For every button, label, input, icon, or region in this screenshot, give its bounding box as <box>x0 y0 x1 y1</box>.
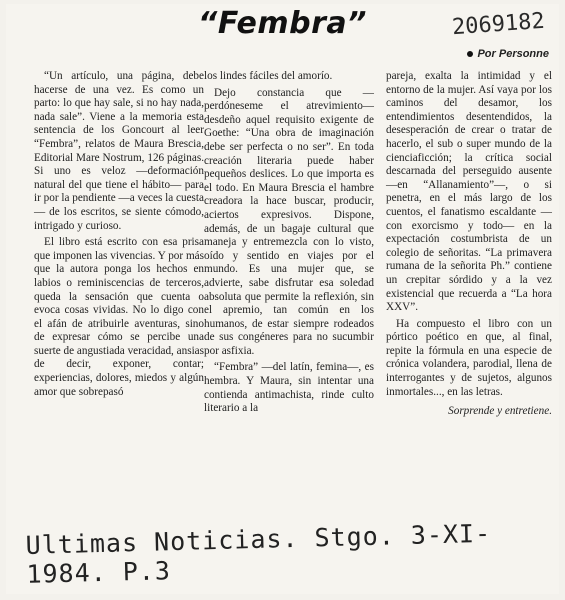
paragraph: Ha compuesto el libro con un pórtico poético en que, al final, repite la fórmula en una especie de crónica volandera, parodial, llena de interrogantes y de sujetos, algunos inmortales..., en las letras. <box>386 317 552 398</box>
closing-line: Sorprende y entretiene. <box>448 405 552 418</box>
paragraph: “Fembra” —del latín, femina—, es hembra. Y Maura, sin intentar una contienda antimachista, rinde culto literario a la <box>204 361 374 415</box>
archive-number-stamp: 2069182 <box>451 8 546 41</box>
byline <box>467 48 549 60</box>
paragraph: Dejo constancia que —perdóneseme el atrevimiento— desdeño aquel requisito exigente de Goethe: “Una obra de imaginación debe ser perfecta o no ser”. En toda creación literaria puede haber pequeños deslices. Lo que importa es el todo. En Maura Brescia el hambre creadora la hace buscar, producir, aciertos expresivos. Dispone, además, de un bagaje cultural que maneja y entremezcla con lo visto, oído y sentido en viajes por el mundo. Es una mujer que, se advierte, sabe disfrutar esa soledad absoluta que permite la reflexión, sin el apremio, tan común en los humanos, de estar siempre rodeados de sus congéneres para no sucumbir por asfixia. <box>204 86 374 357</box>
newspaper-clipping <box>6 4 559 594</box>
handwritten-source-note: Ultimas Noticias. Stgo. 3-XI-1984. P.3 <box>25 518 492 589</box>
paragraph: los lindes fáciles del amorío. <box>204 70 333 82</box>
byline-text: Por Personne <box>477 48 549 60</box>
column-1 <box>34 70 204 399</box>
paragraph: El libro está escrito con esa prisa que imponen las vivencias. Y por más que la autora ponga los hechos en labios o reminiscencias de terceros, queda la sensación que cuenta o evoca cosas vividas. No lo digo con el afán de atribuirle aventuras, sino de expresar cómo se percibe una suerte de angustiada veracidad, ansias de decir, exponer, contar; experiencias, dolores, miedos y algún amor que sobrepasó <box>34 236 204 398</box>
article-title: “Fembra” <box>198 6 367 41</box>
column-2 <box>204 70 374 416</box>
paragraph: pareja, exalta la intimidad y el entorno de la mujer. Así vaya por los caminos del desamor, los entendimientos desentendidos, la desesperación de crear o tratar de hacerlo, el sub o super mundo de la cienciaficción; la crítica social descarnada del perseguido ausente —en “Allanamiento”—, o si penetra, en el más largo de los cuentos, el fanatismo escaldante —con exorcismo y todo— en la expectación costumbrista de un colegio de señoritas. “La primavera rumana de la señorita Ph.” contiene un crepitar sórdido y a la vez existencial que recuerda a “La hora XXV”. <box>386 70 552 314</box>
paragraph: “Un artículo, una página, debe hacerse de una vez. Es como un parto: lo que hay sale, si no hay nada, nada sale”. Viene a la memoria esta sentencia de los Goncourt al leer “Fembra”, relatos de Maura Brescia, Editorial Mare Nostrum, 126 páginas. Si uno es veloz —deformación natural del que tiene el hábito— para ir por la pendiente —a veces la cuesta— de los escritos, se siente cómodo, intrigado y curioso. <box>34 70 204 232</box>
column-3 <box>386 70 552 419</box>
bullet-icon <box>467 51 473 57</box>
